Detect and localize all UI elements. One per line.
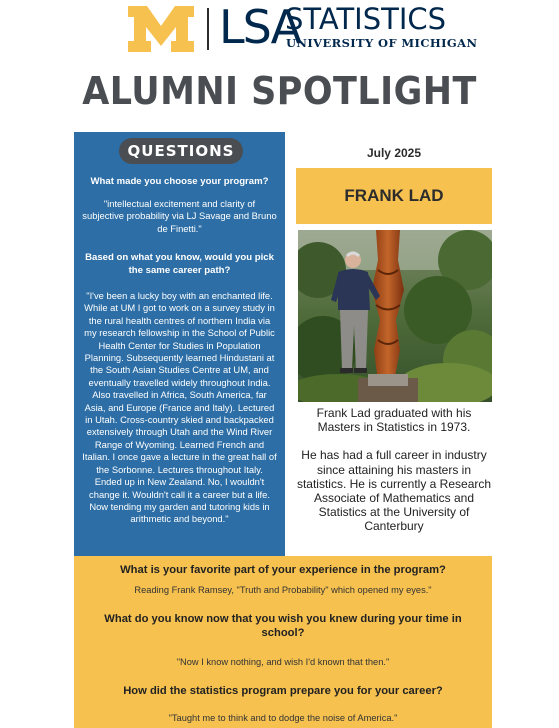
- name-banner: [296, 168, 492, 224]
- answer-2: "I've been a lucky boy with an enchanted life. While at UM I got to work on a survey study in the rural health centres of northern India via my research fellowship in the School of Public Health Center for Studies in Population Planning. Subsequently learned Hindustani at the South Asian Studies Centre at UM, and eventually travelled widely throughout India. Also travelled in Africa, South America, far Asia, and Europe (France and Italy). Lectured in Utah. Cross-country skied and backpacked extensively through Utah and the Wind River Range of Wyoming. Learned French and Italian. I once gave a lecture in the great hall of the Sorbonne. Lectures throughout Italy. Ended up in New Zealand. No, I wouldn't change it. Wouldn't call it a career but a life. Now tending my garden and tutoring kids in arithmetic and beyond.": [82, 290, 277, 525]
- answer-4: "Now I know nothing, and wish I'd known that then.": [176, 657, 390, 667]
- question-1: What made you choose your program?: [90, 176, 269, 187]
- logo-divider: [207, 8, 209, 50]
- block-m-logo-icon: [128, 6, 194, 52]
- answer-1: "intellectual excitement and clarity of subjective probability via LJ Savage and Bruno de Finetti.": [82, 198, 277, 234]
- alumni-photo: [298, 230, 492, 402]
- bio-career: He has had a full career in industry since attaining his masters in statistics. He is currently a Research Associate of Mathematics and Statistics at the University of Canterbury: [296, 448, 492, 534]
- page-title: ALUMNI SPOTLIGHT: [82, 69, 477, 113]
- header: [0, 0, 559, 64]
- question-5: How did the statistics program prepare you for your career?: [123, 685, 443, 697]
- date-label: July 2025: [366, 146, 422, 160]
- answer-3: Reading Frank Ramsey, "Truth and Probability" which opened my eyes.": [134, 585, 432, 595]
- bottom-questions-panel: [74, 556, 492, 728]
- questions-panel: [74, 132, 285, 556]
- question-4: What do you know now that you wish you knew during your time in school?: [104, 613, 462, 639]
- answer-5: "Taught me to think and to dodge the noise of America.": [168, 713, 398, 723]
- questions-label: QUESTIONS: [119, 138, 243, 164]
- alumni-bio: [296, 406, 492, 534]
- question-2: Based on what you know, would you pick the same career path?: [85, 252, 274, 276]
- question-3: What is your favorite part of your experience in the program?: [120, 564, 446, 576]
- bio-graduation: Frank Lad graduated with his Masters in Statistics in 1973.: [316, 406, 472, 435]
- alumni-name: FRANK LAD: [344, 186, 444, 205]
- logo-university: UNIVERSITY OF MICHIGAN: [286, 36, 478, 50]
- logo-statistics: STATISTICS: [285, 2, 447, 36]
- logo-lsa: LSA: [219, 0, 301, 54]
